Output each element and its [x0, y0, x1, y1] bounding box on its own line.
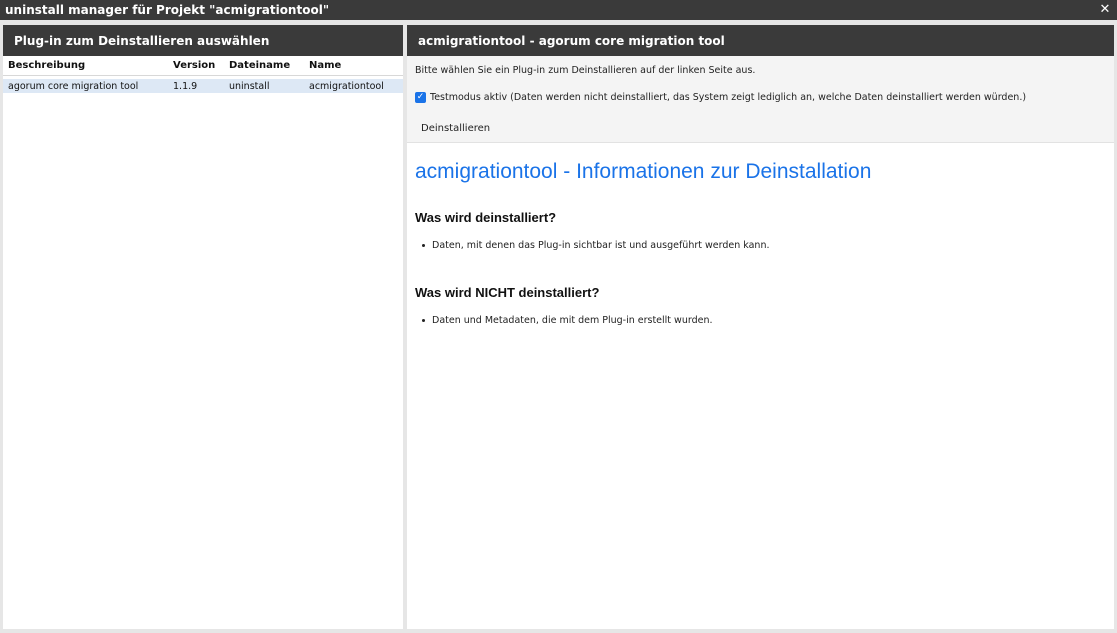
cell-beschreibung: agorum core migration tool	[8, 80, 139, 92]
section-not-uninstalled-title: Was wird NICHT deinstalliert?	[415, 285, 600, 300]
column-header-beschreibung[interactable]: Beschreibung	[8, 60, 86, 71]
info-heading: acmigrationtool - Informationen zur Deinstallation	[415, 160, 872, 183]
uninstall-options	[407, 56, 1114, 143]
test-mode-checkbox[interactable]: ✓	[416, 92, 425, 102]
column-header-name[interactable]: Name	[309, 60, 342, 71]
uninstall-detail-panel	[407, 25, 1114, 629]
plugin-list-title: Plug-in zum Deinstallieren auswählen	[14, 33, 270, 48]
section-not-uninstalled-list	[415, 315, 1106, 326]
test-mode-row	[415, 92, 1026, 103]
list-item-text: Daten, mit denen das Plug-in sichtbar ist und ausgeführt werden kann.	[432, 240, 770, 251]
uninstall-info	[407, 160, 1114, 326]
table-header	[3, 56, 403, 76]
section-uninstalled-list	[415, 240, 1106, 251]
uninstall-button[interactable]: Deinstallieren	[421, 123, 491, 134]
table-row[interactable]	[3, 79, 403, 93]
plugin-list-header	[3, 25, 403, 56]
window-title: uninstall manager für Projekt "acmigrationtool"	[5, 3, 330, 17]
list-item	[422, 240, 1106, 251]
detail-title: acmigrationtool - agorum core migration tool	[418, 33, 725, 48]
cell-version: 1.1.9	[173, 80, 198, 92]
plugin-list-panel	[3, 25, 403, 629]
bullet-icon	[422, 319, 425, 322]
test-mode-label[interactable]: Testmodus aktiv (Daten werden nicht deinstalliert, das System zeigt lediglich an, welche Daten deinstalliert werden würden.)	[430, 92, 1027, 103]
section-uninstalled-title: Was wird deinstalliert?	[415, 210, 557, 225]
list-item	[422, 315, 1106, 326]
close-icon[interactable]: ✕	[1099, 2, 1111, 17]
detail-header	[407, 25, 1114, 56]
cell-name: acmigrationtool	[309, 80, 384, 92]
list-item-text: Daten und Metadaten, die mit dem Plug-in erstellt wurden.	[432, 315, 713, 326]
selection-hint: Bitte wählen Sie ein Plug-in zum Deinstallieren auf der linken Seite aus.	[415, 65, 756, 76]
bullet-icon	[422, 244, 425, 247]
window-titlebar	[0, 0, 1117, 20]
column-header-version[interactable]: Version	[173, 60, 216, 71]
column-header-dateiname[interactable]: Dateiname	[229, 60, 291, 71]
cell-dateiname: uninstall	[229, 80, 270, 92]
